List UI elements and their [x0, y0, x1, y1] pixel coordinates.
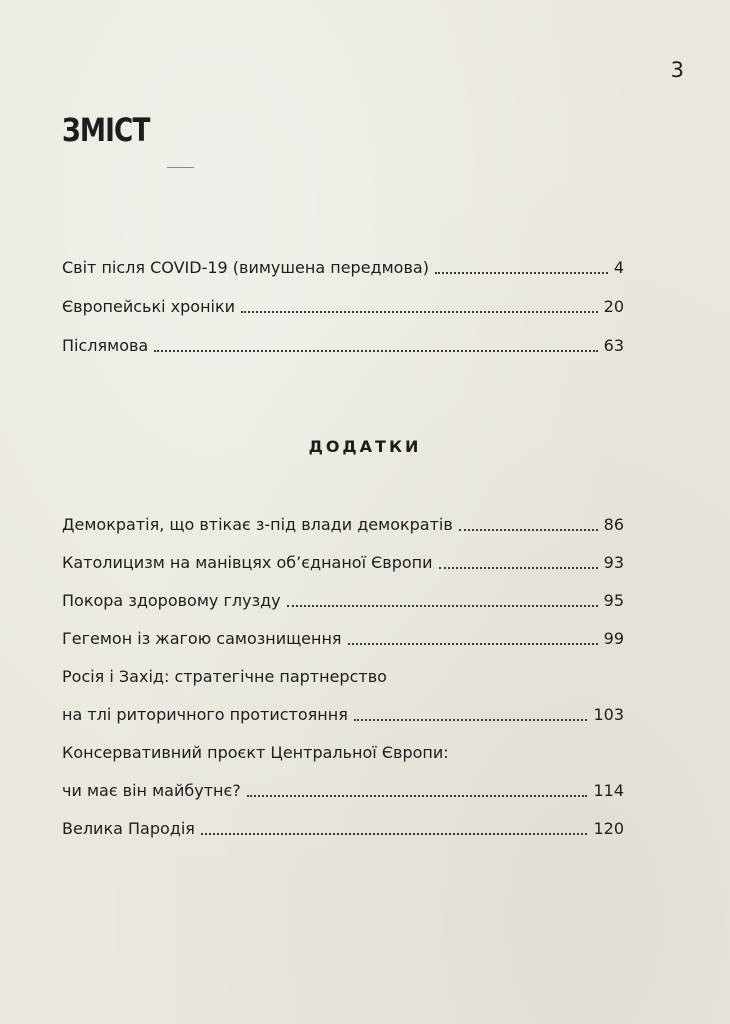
appendix-entry[interactable] [62, 629, 624, 648]
appendix-entry-title-line1: Консервативний проєкт Центральної Європи: [62, 743, 449, 762]
title-rule [167, 167, 194, 168]
appendix-entry-page: 103 [593, 705, 624, 724]
appendices-list [62, 515, 624, 857]
dot-leader [439, 567, 598, 569]
dot-leader [201, 833, 588, 835]
appendices-title: ДОДАТКИ [308, 437, 422, 456]
dot-leader [348, 643, 598, 645]
toc-list [62, 258, 624, 375]
appendix-entry-title: Покора здоровому глузду [62, 591, 281, 610]
appendix-entry-title: Демократія, що втікає з-під влади демократів [62, 515, 453, 534]
toc-entry-title: Світ після COVID-19 (вимушена передмова) [62, 258, 429, 277]
dot-leader [287, 605, 598, 607]
appendix-entry-page: 114 [593, 781, 624, 800]
appendix-entry-page: 95 [603, 591, 624, 610]
appendix-entry-title: Католицизм на манівцях об’єднаної Європи [62, 553, 433, 572]
appendix-entry[interactable] [62, 667, 624, 724]
appendix-entry[interactable] [62, 819, 624, 838]
dot-leader [354, 719, 588, 721]
appendix-entry-page: 93 [603, 553, 624, 572]
toc-entry-page: 20 [603, 297, 624, 316]
appendix-entry-page: 120 [593, 819, 624, 838]
toc-entry[interactable] [62, 258, 624, 277]
appendix-entry[interactable] [62, 743, 624, 800]
appendix-entry-title-line2: на тлі риторичного протистояння [62, 705, 348, 724]
appendix-entry[interactable] [62, 553, 624, 572]
dot-leader [241, 311, 598, 313]
toc-entry[interactable] [62, 297, 624, 316]
appendix-entry-page: 99 [603, 629, 624, 648]
toc-title: ЗМІСТ [62, 111, 150, 149]
appendix-entry[interactable] [62, 591, 624, 610]
page-number: 3 [670, 58, 684, 82]
appendix-entry-title: Гегемон із жагою самознищення [62, 629, 342, 648]
dot-leader [154, 350, 597, 352]
appendix-entry-title-line2: чи має він майбутнє? [62, 781, 241, 800]
toc-entry-title: Післямова [62, 336, 149, 355]
dot-leader [247, 795, 588, 797]
appendix-entry-title-line1: Росія і Захід: стратегічне партнерство [62, 667, 387, 686]
dot-leader [435, 272, 608, 274]
toc-entry[interactable] [62, 336, 624, 355]
dot-leader [459, 529, 598, 531]
toc-entry-title: Європейські хроніки [62, 297, 236, 316]
appendix-entry-page: 86 [603, 515, 624, 534]
toc-entry-page: 63 [603, 336, 624, 355]
appendix-entry-title: Велика Пародія [62, 819, 195, 838]
appendix-entry[interactable] [62, 515, 624, 534]
toc-entry-page: 4 [613, 258, 624, 277]
